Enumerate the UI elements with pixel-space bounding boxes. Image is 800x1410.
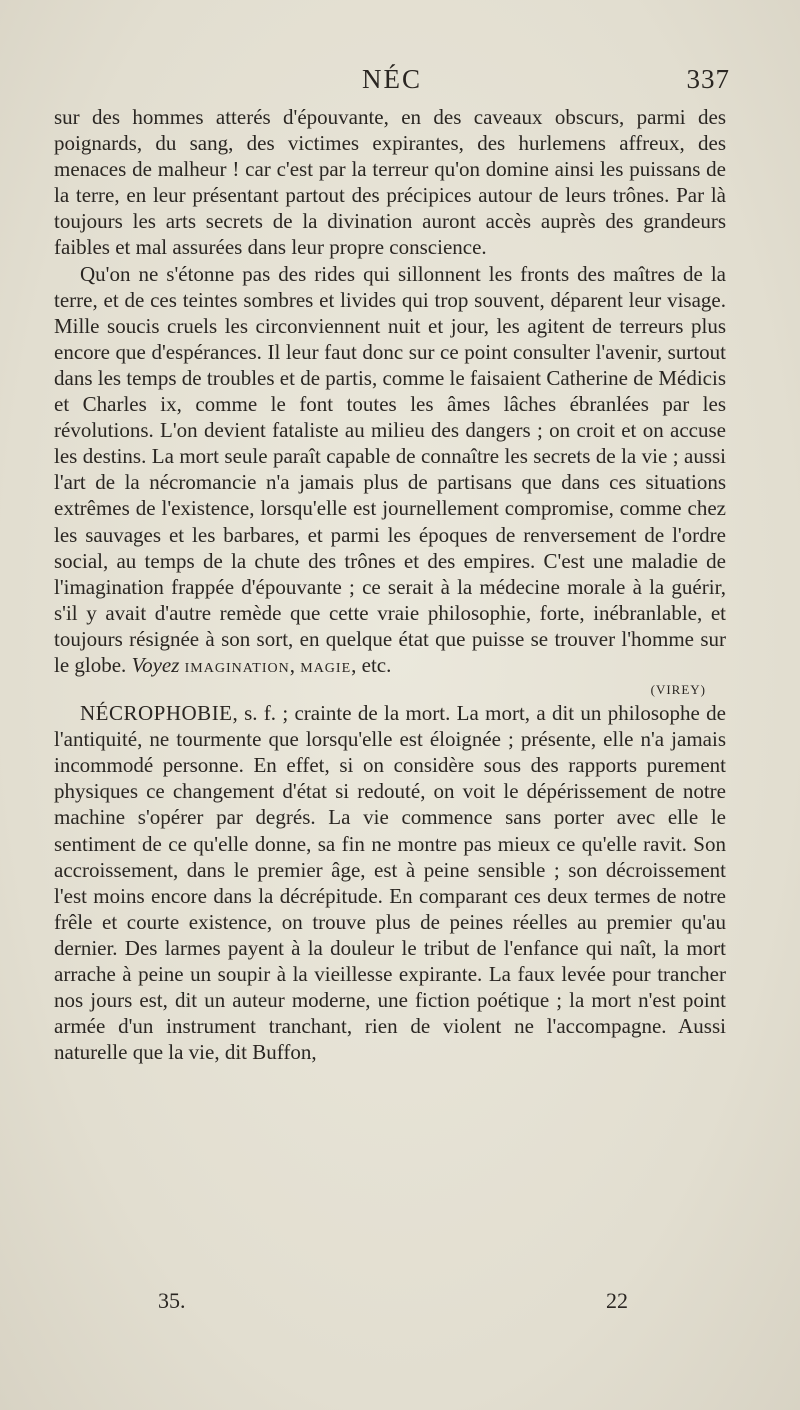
gathering-number: 22 [606, 1288, 628, 1313]
cross-reference-magie: MAGIE [300, 660, 352, 676]
paragraph-continuation: sur des hommes atterés d'épouvante, en des caveaux obscurs, parmi des poignards, du sang, des victimes expirantes, des hurlemens affreux, des menaces de malheur ! car c'est par la terreur qu'on domine ainsi les puissans de la terre, en leur présentant partout des précipices autour de leurs trônes. Par là toujours les arts secrets de la divination auront accès auprès des grandeurs faibles et mal assurées dans leur propre conscience. [54, 105, 726, 260]
paragraph-text: Qu'on ne s'étonne pas des rides qui sillonnent les fronts des maîtres de la terre, et de ces teintes sombres et livides qui trop souvent, déparent leur visage. Mille soucis cruels les circonviennent nuit et jour, les agitent de terreurs plus encore que d'espérances. Il leur faut donc sur ce point consulter l'avenir, surtout dans les temps de troubles et de partis, comme le faisaient Catherine de Médicis et Charles ix, comme le font toutes les âmes lâches ébranlées par les révolutions. L'on devient fataliste au milieu des dangers ; on croit et on accuse les destins. La mort seule paraît capable de connaître les secrets de la vie ; aussi l'art de la nécromancie n'a jamais plus de partisans que dans ces situations extrêmes de l'existence, lorsqu'elle est journellement compromise, comme chez les sauvages et les barbares, et parmi les époques de renversement de l'ordre social, au temps de la chute des trônes et des empires. C'est une maladie de l'imagination frappée d'épouvante ; ce serait à la médecine morale à la guérir, s'il y avait d'autre remède que cette vraie philosophie, forte, inébranlable, et toujours résignée à son sort, en quelque état que puisse se trouver l'homme sur le globe. [54, 261, 726, 677]
author-signature: (VIREY) [650, 682, 706, 698]
article-text [54, 104, 726, 1065]
page-footer [54, 1288, 726, 1318]
running-head: NÉC [362, 64, 422, 94]
cross-reference-imagination: IMAGINATION [184, 660, 290, 676]
paragraph-rulers: Qu'on ne s'étonne pas des rides qui sillonnent les fronts des maîtres de la terre, et de ces teintes sombres et livides qui trop souvent, déparent leur visage. Mille soucis cruels les circonviennent nuit et jour, les agitent de terreurs plus encore que d'espérances. Il leur faut donc sur ce point consulter l'avenir, surtout dans les temps de troubles et de partis, comme le faisaient Catherine de Médicis et Charles ix, comme le font toutes les âmes lâches ébranlées par les révolutions. L'on devient fataliste au milieu des dangers ; on croit et on accuse les destins. La mort seule paraît capable de connaître les secrets de la vie ; aussi l'art de la nécromancie n'a jamais plus de partisans que dans ces situations extrêmes de l'existence, lorsqu'elle est journellement compromise, comme chez les sauvages et les barbares, et parmi les époques de renversement de l'ordre social, au temps de la chute des trônes et des empires. C'est une maladie de l'imagination frappée d'épouvante ; ce serait à la médecine morale à la guérir, s'il y avait d'autre remède que cette vraie philosophie, forte, inébranlable, et toujours résignée à son sort, en quelque état que puisse se trouver l'homme sur le globe. Voyez IMAGINATION, MAGIE, etc. [54, 261, 726, 677]
signature-mark: 35. [158, 1288, 186, 1313]
paragraph-end: , etc. [351, 652, 392, 677]
cross-reference-label: Voyez [131, 652, 180, 677]
entry-text: , s. f. ; crainte de la mort. La mort, a dit un philosophe de l'antiquité, ne tourmente que lorsqu'elle est éloignée ; présente, elle n'a jamais incommodé personne. En effet, si on considère sous des rapports purement physiques ce changement d'état si redouté, on voit le dépérissement de notre machine s'opérer par degrés. La vie commence sans porter avec elle le sentiment de ce qu'elle donne, sa fin ne montre pas mieux ce qu'elle ravit. Son accroissement, dans le premier âge, est à peine sensible ; son décroissement l'est moins encore dans la décrépitude. En comparant ces deux termes de notre frêle et courte existence, on trouve plus de peines réelles au premier qu'au dernier. Des larmes payent à la douleur le tribut de l'enfance qui naît, la mort arrache à peine un soupir à la vieillesse expirante. La faux levée pour trancher nos jours est, dit un auteur moderne, une fiction poétique ; la mort n'est point armée d'un instrument tranchant, rien de violent ne l'accompagne. Aussi naturelle que la vie, dit Buffon, [54, 701, 726, 1065]
page-header [54, 64, 730, 98]
entry-headword: NÉCROPHOBIE [80, 701, 233, 726]
page-number: 337 [686, 64, 730, 94]
entry-necrophobie [54, 700, 726, 1065]
